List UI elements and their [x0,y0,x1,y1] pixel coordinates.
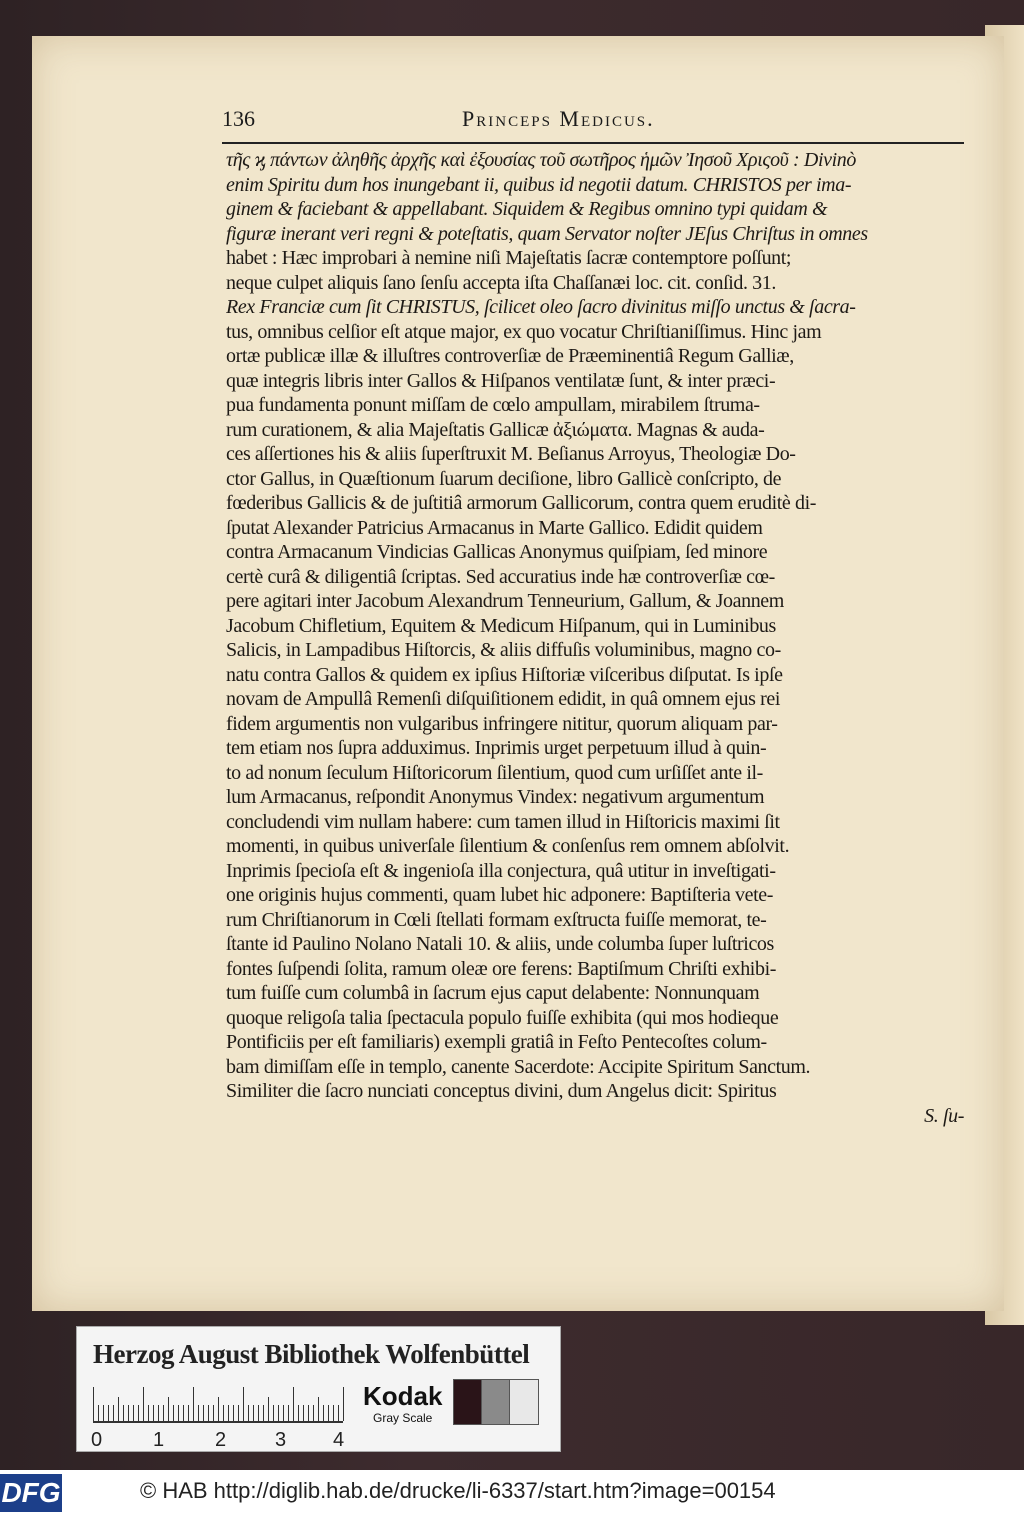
text-line: momenti, in quibus univerſale ſilentium & conſenſus rem omnem abſolvit. [226,835,790,857]
text-line: pere agitari inter Jacobum Alexandrum Tenneurium, Gallum, & Joannem [226,590,784,612]
ruler-tick [328,1405,329,1421]
ruler-tick [128,1405,129,1421]
text-line: Inprimis ſpecioſa eſt & ingenioſa illa conjectura, quâ utitur in inveſtigati- [226,859,776,882]
text-line: rum Chriſtianorum in Cœli ſtellati formam exſtructa fuiſſe memorat, te- [226,908,767,931]
text-line: tus, omnibus celſior eſt atque major, ex quo vocatur Chriſtianiſſimus. Hinc jam [226,320,822,343]
ruler-tick [178,1405,179,1421]
ruler-tick [233,1405,234,1421]
ruler-number: 3 [275,1429,287,1451]
ruler-number: 4 [333,1429,345,1451]
ruler-number: 1 [153,1429,165,1451]
text-line: pua fundamenta ponunt miſſam de cœlo ampullam, mirabilem ſtruma- [226,394,760,416]
text-line: fontes ſuſpendi ſolita, ramum oleæ ore ferens: Baptiſmum Chriſti exhibi- [226,957,776,980]
page-number: 136 [222,106,255,131]
ruler-tick [193,1387,194,1421]
ruler-tick [263,1405,264,1421]
kodak-logo: Kodak [363,1381,443,1411]
ruler-tick [153,1405,154,1421]
running-head: Princeps Medicus. [462,106,655,131]
ruler-tick [243,1387,244,1421]
ruler-tick [318,1397,319,1421]
text-line: Pontificiis per eſt familiaris) exempli gratiâ in Feſto Pentecoſtes colum- [226,1031,767,1053]
ruler-tick [323,1405,324,1421]
text-line: figuræ inerant veri regni & poteſtatis, quam Servator noſter JEſus Chriſtus in omnes [226,222,868,245]
text-line: ſputat Alexander Patricius Armacanus in Marte Gallico. Edidit quidem [226,516,763,539]
text-line: fidem argumentis non vulgaribus infringere nititur, quorum aliquam par- [226,712,778,735]
ruler-tick [258,1405,259,1421]
ruler-tick [188,1405,189,1421]
ruler-tick [113,1405,114,1421]
ruler-tick [138,1405,139,1421]
ruler-tick [218,1397,219,1421]
text-line: τῆς ϗ πάντων ἀληθῆς ἀρχῆς καὶ ἐξουσίας τοῦ σωτῆρος ἡμῶν Ἰησοῦ Χριςοῦ : Divinò [226,149,856,171]
ruler-tick [303,1405,304,1421]
ruler-tick [298,1405,299,1421]
ruler-tick [248,1405,249,1421]
ruler-tick [118,1397,119,1421]
ruler-tick [253,1405,254,1421]
footer-copyright-url[interactable]: © HAB http://diglib.hab.de/drucke/li-6337/start.htm?image=00154 [140,1478,776,1503]
ruler-tick [293,1387,294,1421]
text-line: certè curâ & diligentiâ ſcriptas. Sed accuratius inde hæ controverſiæ cœ- [226,565,775,588]
ruler-tick [278,1405,279,1421]
ruler-tick [238,1405,239,1421]
ruler-tick [313,1405,314,1421]
library-label-card [76,1326,561,1452]
ruler-tick [93,1387,94,1421]
ruler-tick [198,1405,199,1421]
text-line: Similiter die ſacro nunciati conceptus divini, dum Angelus dicit: Spiritus [226,1080,777,1102]
text-line: Rex Franciæ cum ſit CHRISTUS, ſcilicet oleo ſacro divinitus miſſo unctus & ſacra- [226,296,856,318]
ruler-tick [133,1405,134,1421]
text-line: enim Spiritu dum hos inungebant ii, quibus id negotii datum. CHRISTOS per ima- [226,173,852,196]
catchword: S. ſu- [924,1104,964,1127]
ruler-tick [98,1405,99,1421]
text-line: tem etiam nos ſupra adduximus. Inprimis urget perpetuum illud à quin- [226,737,767,759]
kodak-gray-scale-label: Gray Scale [373,1411,433,1425]
text-line: fœderibus Gallicis & de juſtitiâ armorum Gallicorum, contra quem eruditè di- [226,492,816,514]
ruler-tick [183,1405,184,1421]
text-line: one originis hujus commenti, quam lubet hic adponere: Baptiſteria vete- [226,884,774,906]
ruler-tick [223,1405,224,1421]
ruler-tick [268,1397,269,1421]
ruler-tick [163,1405,164,1421]
ruler-tick [333,1405,334,1421]
footer-bar [0,1470,1024,1516]
ruler-tick [273,1405,274,1421]
dfg-logo: DFG [0,1474,62,1512]
ruler-tick [288,1405,289,1421]
scale-ruler [93,1387,343,1423]
ruler-tick [103,1405,104,1421]
ruler-tick [308,1405,309,1421]
ruler-tick [343,1387,344,1421]
text-line: quæ integris libris inter Gallos & Hiſpanos ventilatæ ſunt, & inter præci- [226,369,776,392]
text-line: bam dimiſſam eſſe in templo, canente Sacerdote: Accipite Spiritum Sanctum. [226,1055,811,1078]
text-line: novam de Ampullâ Remenſi diſquiſitionem edidit, in quâ omnem ejus rei [226,688,780,710]
text-line: ginem & faciebant & appellabant. Siquidem & Regibus omnino typi quidam & [226,198,828,220]
ruler-tick [173,1405,174,1421]
text-line: contra Armacanum Vindicias Gallicas Anonymus quiſpiam, ſed minore [226,541,768,563]
text-line: lum Armacanus, reſpondit Anonymus Vindex: negativum argumentum [226,786,765,808]
ruler-tick [143,1387,144,1421]
ruler-number: 0 [91,1429,103,1451]
text-line: to ad nonum ſeculum Hiſtoricorum ſilentium, quod cum urſiſſet ante il- [226,761,763,784]
text-line: ortæ publicæ illæ & illuſtres controverſiæ de Præeminentiâ Regum Galliæ, [226,345,794,367]
ruler-tick [228,1405,229,1421]
ruler-tick [283,1405,284,1421]
text-line: Jacobum Chifletium, Equitem & Medicum Hiſpanum, qui in Luminibus [226,614,776,637]
text-line: neque culpet aliquis ſano ſenſu accepta iſta Chaſſanæi loc. cit. conſid. 31. [226,271,776,294]
ruler-tick [213,1405,214,1421]
text-line: natu contra Gallos & quidem ex ipſius Hiſtoriæ viſceribus diſputat. Is ipſe [226,663,783,686]
library-name: Herzog August Bibliothek Wolfenbüttel [93,1339,530,1369]
text-line: concludendi vim nullam habere: cum tamen illud in Hiſtoricis maximi ſit [226,810,780,833]
text-line: ces aſſertiones his & aliis ſuperſtruxit M. Beſianus Arroyus, Theologiæ Do- [226,443,796,465]
ruler-tick [148,1405,149,1421]
page-header [222,102,964,144]
text-line: rum curationem, & alia Majeſtatis Gallicæ ἀξιώματα. Magnas & auda- [226,418,765,441]
ruler-tick [168,1397,169,1421]
ruler-tick [208,1405,209,1421]
ruler-tick [158,1405,159,1421]
gray-swatch-dark [453,1379,483,1425]
text-line: Salicis, in Lampadibus Hiſtorcis, & aliis diffuſis voluminibus, magno co- [226,639,781,661]
text-line: ctor Gallus, in Quæſtionum ſuarum deciſione, libro Gallicè conſcripto, de [226,467,782,490]
ruler-tick [338,1405,339,1421]
text-line: ſtante id Paulino Nolano Natali 10. & aliis, unde columba ſuper luſtricos [226,933,774,955]
ruler-tick [123,1405,124,1421]
ruler-number: 2 [215,1429,227,1451]
text-line: habet : Hæc improbari à nemine niſi Majeſtatis ſacræ contemptore poſſunt; [226,247,792,269]
ruler-tick [203,1405,204,1421]
body-text [226,148,964,1128]
text-line: tum fuiſſe cum columbâ in ſacrum ejus caput delabente: Nonnunquam [226,982,760,1004]
ruler-tick [108,1405,109,1421]
gray-swatch-mid [481,1379,511,1425]
text-line: quoque religoſa talia ſpectacula populo fuiſſe exhibita (qui mos hodieque [226,1006,779,1029]
gray-swatch-light [509,1379,539,1425]
